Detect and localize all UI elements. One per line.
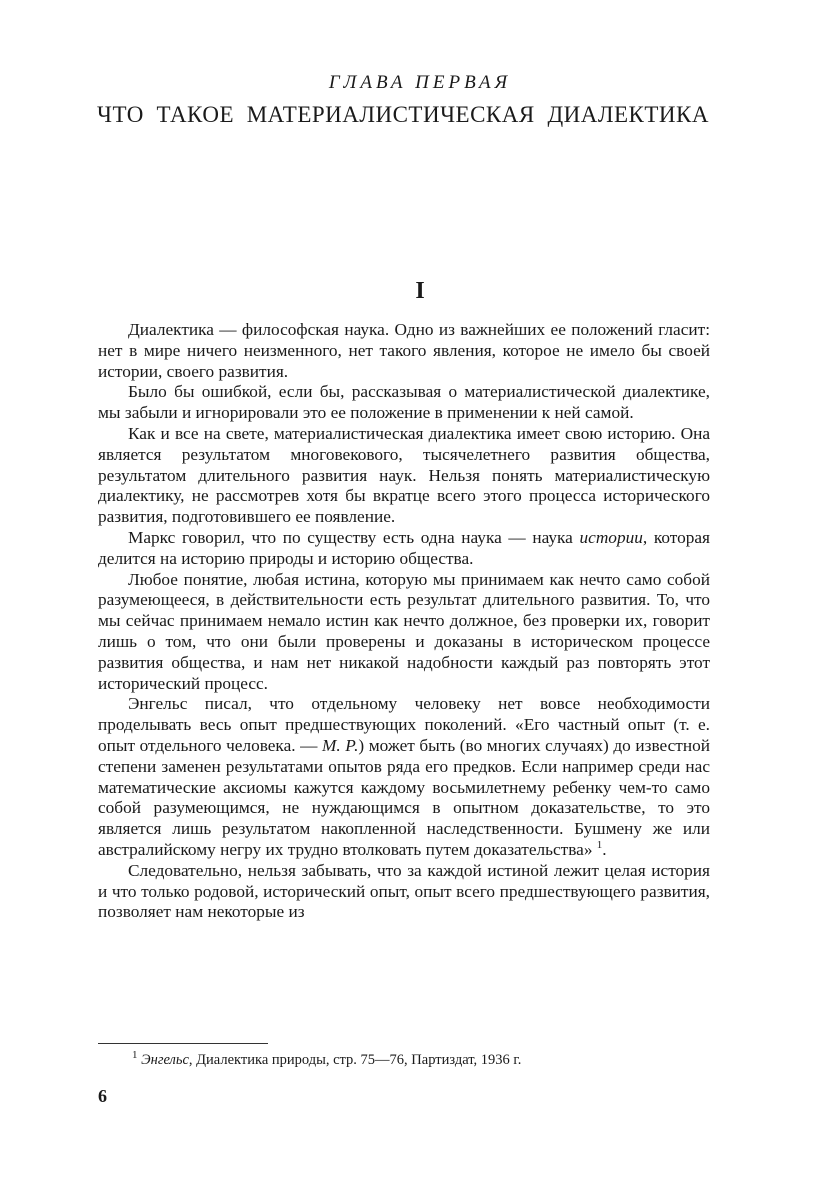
chapter-title (97, 102, 709, 128)
paragraph-engels (98, 694, 710, 860)
marx-emphasis: истории (579, 527, 643, 547)
footnote-reference[interactable]: 1 (596, 839, 603, 852)
footnote-rule (98, 1043, 268, 1044)
paragraph-conclusion: Следовательно, нельзя забывать, что за каждой истиной лежит целая история и что только родовой, исторический опыт, опыт всего предшествующего развития, позволяет нам некоторые из (98, 860, 710, 922)
engels-text-after: ) может быть (во многих случаях) до известной степени заменен результатами опытов ряда его предков. Если например среди нас математические аксиомы кажутся каждому восьмилетнему ребенку чем-то само собой разумеющимся, не нуждающимся в опытном доказательстве, то это является лишь результатом накопленной наследственности. Бушмену же или австралийскому негру их трудно втолковать путем доказательства» (98, 735, 710, 859)
marx-text-after: , которая делится на историю природы и историю общества. (98, 527, 711, 568)
page-number: 6 (98, 1086, 107, 1106)
footnote-marker: 1 (132, 1049, 138, 1062)
paragraph-history: Как и все на свете, материалистическая диалектика имеет свою историю. Она является результатом многовекового, тысячелетнего развития общества, результатом длительного развития наук. Нельзя понять материалистическую диалектику, не рассмотрев хотя бы вкратце всего этого процесса исторического развития, подготовившего ее появление. (98, 423, 710, 527)
footnote-author: Энгельс (141, 1052, 189, 1068)
engels-text-end: . (602, 839, 607, 859)
section-number: I (415, 278, 425, 304)
paragraph-truth: Любое понятие, любая истина, которую мы принимаем как нечто само собой разумеющееся, в действительности есть результат длительного развития. То, что мы сейчас принимаем немало истин как нечто должное, без проверки их, говорит лишь о том, что они были проверены и доказаны в историческом процессе развития общества, и нам нет никакой надобности каждый раз повторять этот исторический процесс. (98, 569, 710, 693)
footnote-text: , Диалектика природы, стр. 75—76, Партиздат, 1936 г. (188, 1052, 522, 1068)
chapter-title-word: ТАКОЕ (156, 102, 234, 127)
paragraph-dialectics: Диалектика — философская наука. Одно из важнейших ее положений гласит: нет в мире ничего неизменного, нет такого явления, которое не имело бы своей истории, своего развития. (98, 320, 710, 381)
engels-text-before: Энгельс писал, что отдельному человеку нет вовсе необходимости проделывать весь опыт предшествующих поколений. «Его частный опыт (т. е. опыт отдельного человека. — (98, 694, 710, 755)
body-text (98, 320, 710, 923)
footnote (98, 1051, 710, 1069)
chapter-title-word: ЧТО (97, 102, 144, 127)
marx-text-before: Маркс говорил, что по существу есть одна наука — наука (128, 527, 580, 547)
chapter-label: ГЛАВА ПЕРВАЯ (328, 72, 512, 93)
chapter-title-word: ДИАЛЕКТИКА (547, 102, 709, 127)
chapter-title-word: МАТЕРИАЛИСТИЧЕСКАЯ (246, 102, 535, 127)
paragraph-mistake: Было бы ошибкой, если бы, рассказывая о материалистической диалектике, мы забыли и игнорировали это ее положение в применении к ней самой. (98, 382, 710, 423)
engels-author-initials: М. Р. (321, 735, 359, 755)
paragraph-marx (98, 528, 710, 570)
